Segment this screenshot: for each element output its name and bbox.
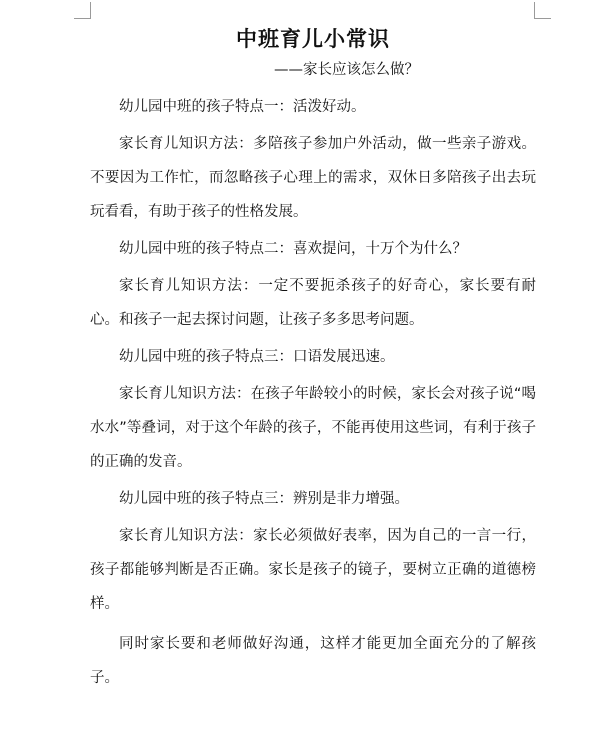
page-corner-mark-top-right	[534, 2, 551, 19]
paragraph-method-2: 家长育儿知识方法：一定不要扼杀孩子的好奇心，家长要有耐心。和孩子一起去探讨问题，让孩子多多思考问题。	[90, 278, 536, 328]
paragraph-trait-1: 幼儿园中班的孩子特点一：活泼好动。	[119, 99, 366, 115]
paragraph-conclusion: 同时家长要和老师做好沟通，这样才能更加全面充分的了解孩子。	[90, 636, 536, 686]
document-page	[90, 20, 536, 698]
paragraph-trait-4: 幼儿园中班的孩子特点三：辨别是非力增强。	[119, 491, 409, 507]
document-title: 中班育儿小常识	[236, 27, 390, 51]
paragraph-trait-2: 幼儿园中班的孩子特点二：喜欢提问，十万个为什么？	[119, 241, 467, 257]
paragraph-method-3: 家长育儿知识方法：在孩子年龄较小的时候，家长会对孩子说“喝水水”等叠词，对于这个年龄的孩子，不能再使用这些词，有利于孩子的正确的发音。	[90, 386, 536, 470]
paragraph-method-1: 家长育儿知识方法：多陪孩子参加户外活动，做一些亲子游戏。不要因为工作忙，而忽略孩子心理上的需求，双休日多陪孩子出去玩玩看看，有助于孩子的性格发展。	[90, 136, 536, 220]
page-corner-mark-top-left	[74, 2, 91, 19]
document-subtitle: ——家长应该怎么做？	[274, 62, 419, 78]
paragraph-method-4: 家长育儿知识方法：家长必须做好表率，因为自己的一言一行，孩子都能够判断是否正确。家长是孩子的镜子，要树立正确的道德榜样。	[90, 528, 536, 612]
paragraph-trait-3: 幼儿园中班的孩子特点三：口语发展迅速。	[119, 349, 395, 365]
